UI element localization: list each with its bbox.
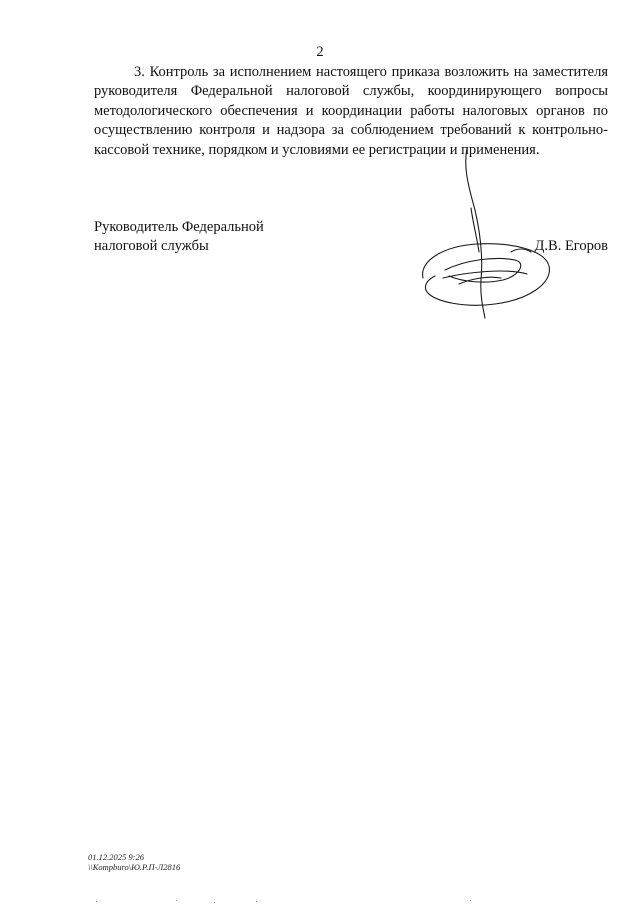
signatory-role-line-2: налоговой службы xyxy=(94,238,209,255)
footer-datetime: 01.12.2025 9:26 xyxy=(88,852,144,862)
signatory-role-line-1: Руководитель Федеральной xyxy=(94,219,264,235)
scan-edge-marks xyxy=(0,898,640,905)
signatory-name: Д.В. Егоров xyxy=(534,238,608,254)
page-number: 2 xyxy=(316,44,324,60)
signatory-role xyxy=(94,218,264,257)
handwritten-signature xyxy=(415,148,565,320)
document-footer xyxy=(88,852,180,872)
footer-file-path: \\Kompburo\Ю.Р.П-Л2816 xyxy=(88,862,181,872)
order-paragraph-3: 3. Контроль за исполнением настоящего приказа возложить на заместителя руководителя Федеральной налоговой службы, координирующего вопросы методологического обеспечения и координации работы налоговых органов по осуществлению контроля и надзора за соблюдением требований к контрольно-кассовой технике, порядком и условиями ее регистрации и применения. xyxy=(94,64,608,158)
